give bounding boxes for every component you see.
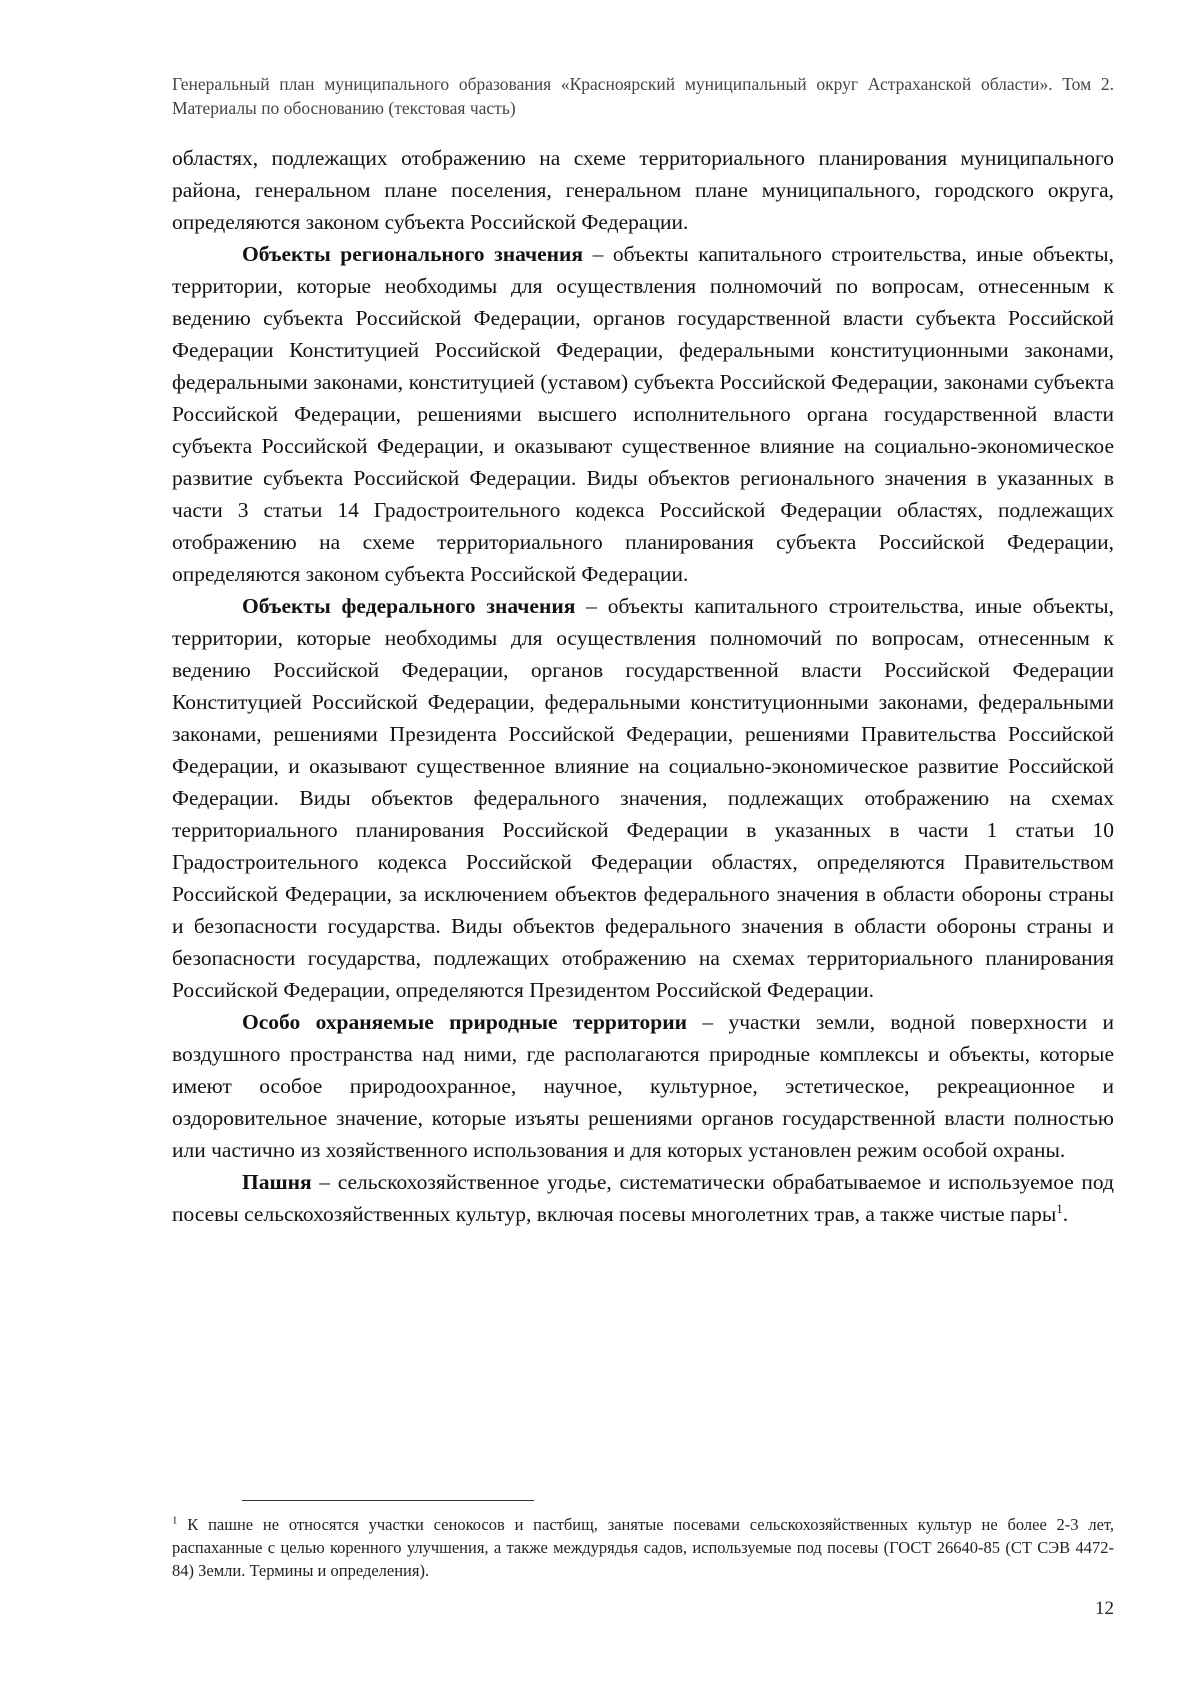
body-text bbox=[172, 142, 1114, 1230]
term-federal-objects: Объекты федерального значения bbox=[242, 594, 576, 618]
page-number: 12 bbox=[1095, 1598, 1114, 1619]
footnote-separator bbox=[242, 1500, 534, 1501]
definition-arable-land: – сельскохозяйственное угодье, систематически обрабатываемое и используемое под посевы сельскохозяйственных культур, включая посевы многолетних трав, а также чистые пары bbox=[172, 1170, 1114, 1226]
term-arable-land: Пашня bbox=[242, 1170, 312, 1194]
definition-federal-objects: – объекты капитального строительства, иные объекты, территории, которые необходимы для осуществления полномочий по вопросам, отнесенным к ведению Российской Федерации, органов государственной власти Российской Федерации Конституцией Российской Федерации, федеральными конституционными законами, федеральными законами, решениями Президента Российской Федерации, решениями Правительства Российской Федерации, и оказывают существенное влияние на социально-экономическое развитие Российской Федерации. Виды объектов федерального значения, подлежащих отображению на схемах территориального планирования Российской Федерации в указанных в части 1 статьи 10 Градостроительного кодекса Российской Федерации областях, определяются Правительством Российской Федерации, за исключением объектов федерального значения в области обороны страны и безопасности государства. Виды объектов федерального значения в области обороны страны и безопасности государства, подлежащих отображению на схемах территориального планирования Российской Федерации, определяются Президентом Российской Федерации. bbox=[172, 594, 1114, 1002]
definition-arable-land-tail: . bbox=[1062, 1202, 1069, 1226]
footnote-text: К пашне не относятся участки сенокосов и пастбищ, занятые посевами сельскохозяйственных культур не более 2-3 лет, распаханные с целью коренного улучшения, а также междурядья садов, используемые под посевы (ГОСТ 26640-85 (СТ СЭВ 4472-84) Земли. Термины и определения). bbox=[172, 1515, 1114, 1580]
paragraph-protected-areas bbox=[172, 1006, 1114, 1166]
footnote bbox=[172, 1513, 1114, 1582]
running-header: Генеральный план муниципального образования «Красноярский муниципальный округ Астраханской области». Том 2. Материалы по обоснованию (текстовая часть) bbox=[172, 74, 1114, 118]
paragraph-arable-land bbox=[172, 1166, 1114, 1230]
term-protected-areas: Особо охраняемые природные территории bbox=[242, 1010, 688, 1034]
definition-regional-objects: – объекты капитального строительства, иные объекты, территории, которые необходимы для осуществления полномочий по вопросам, отнесенным к ведению субъекта Российской Федерации, органов государственной власти субъекта Российской Федерации Конституцией Российской Федерации, федеральными конституционными законами, федеральными законами, конституцией (уставом) субъекта Российской Федерации, законами субъекта Российской Федерации, решениями высшего исполнительного органа государственной власти субъекта Российской Федерации, и оказывают существенное влияние на социально-экономическое развитие субъекта Российской Федерации. Виды объектов регионального значения в указанных в части 3 статьи 14 Градостроительного кодекса Российской Федерации областях, подлежащих отображению на схеме территориального планирования субъекта Российской Федерации, определяются законом субъекта Российской Федерации. bbox=[172, 242, 1114, 586]
paragraph-regional-objects bbox=[172, 238, 1114, 590]
paragraph-federal-objects bbox=[172, 590, 1114, 1006]
definition-protected-areas: – участки земли, водной поверхности и воздушного пространства над ними, где располагаются природные комплексы и объекты, которые имеют особое природоохранное, научное, культурное, эстетическое, рекреационное и оздоровительное значение, которые изъяты решениями органов государственной власти полностью или частично из хозяйственного использования и для которых установлен режим особой охраны. bbox=[172, 1010, 1114, 1162]
footnote-reference[interactable]: 1 bbox=[1056, 1200, 1063, 1216]
paragraph-continuation: областях, подлежащих отображению на схеме территориального планирования муниципального района, генеральном плане поселения, генеральном плане муниципального, городского округа, определяются законом субъекта Российской Федерации. bbox=[172, 146, 1114, 234]
footnote-mark: 1 bbox=[172, 1514, 178, 1527]
term-regional-objects: Объекты регионального значения bbox=[242, 242, 584, 266]
